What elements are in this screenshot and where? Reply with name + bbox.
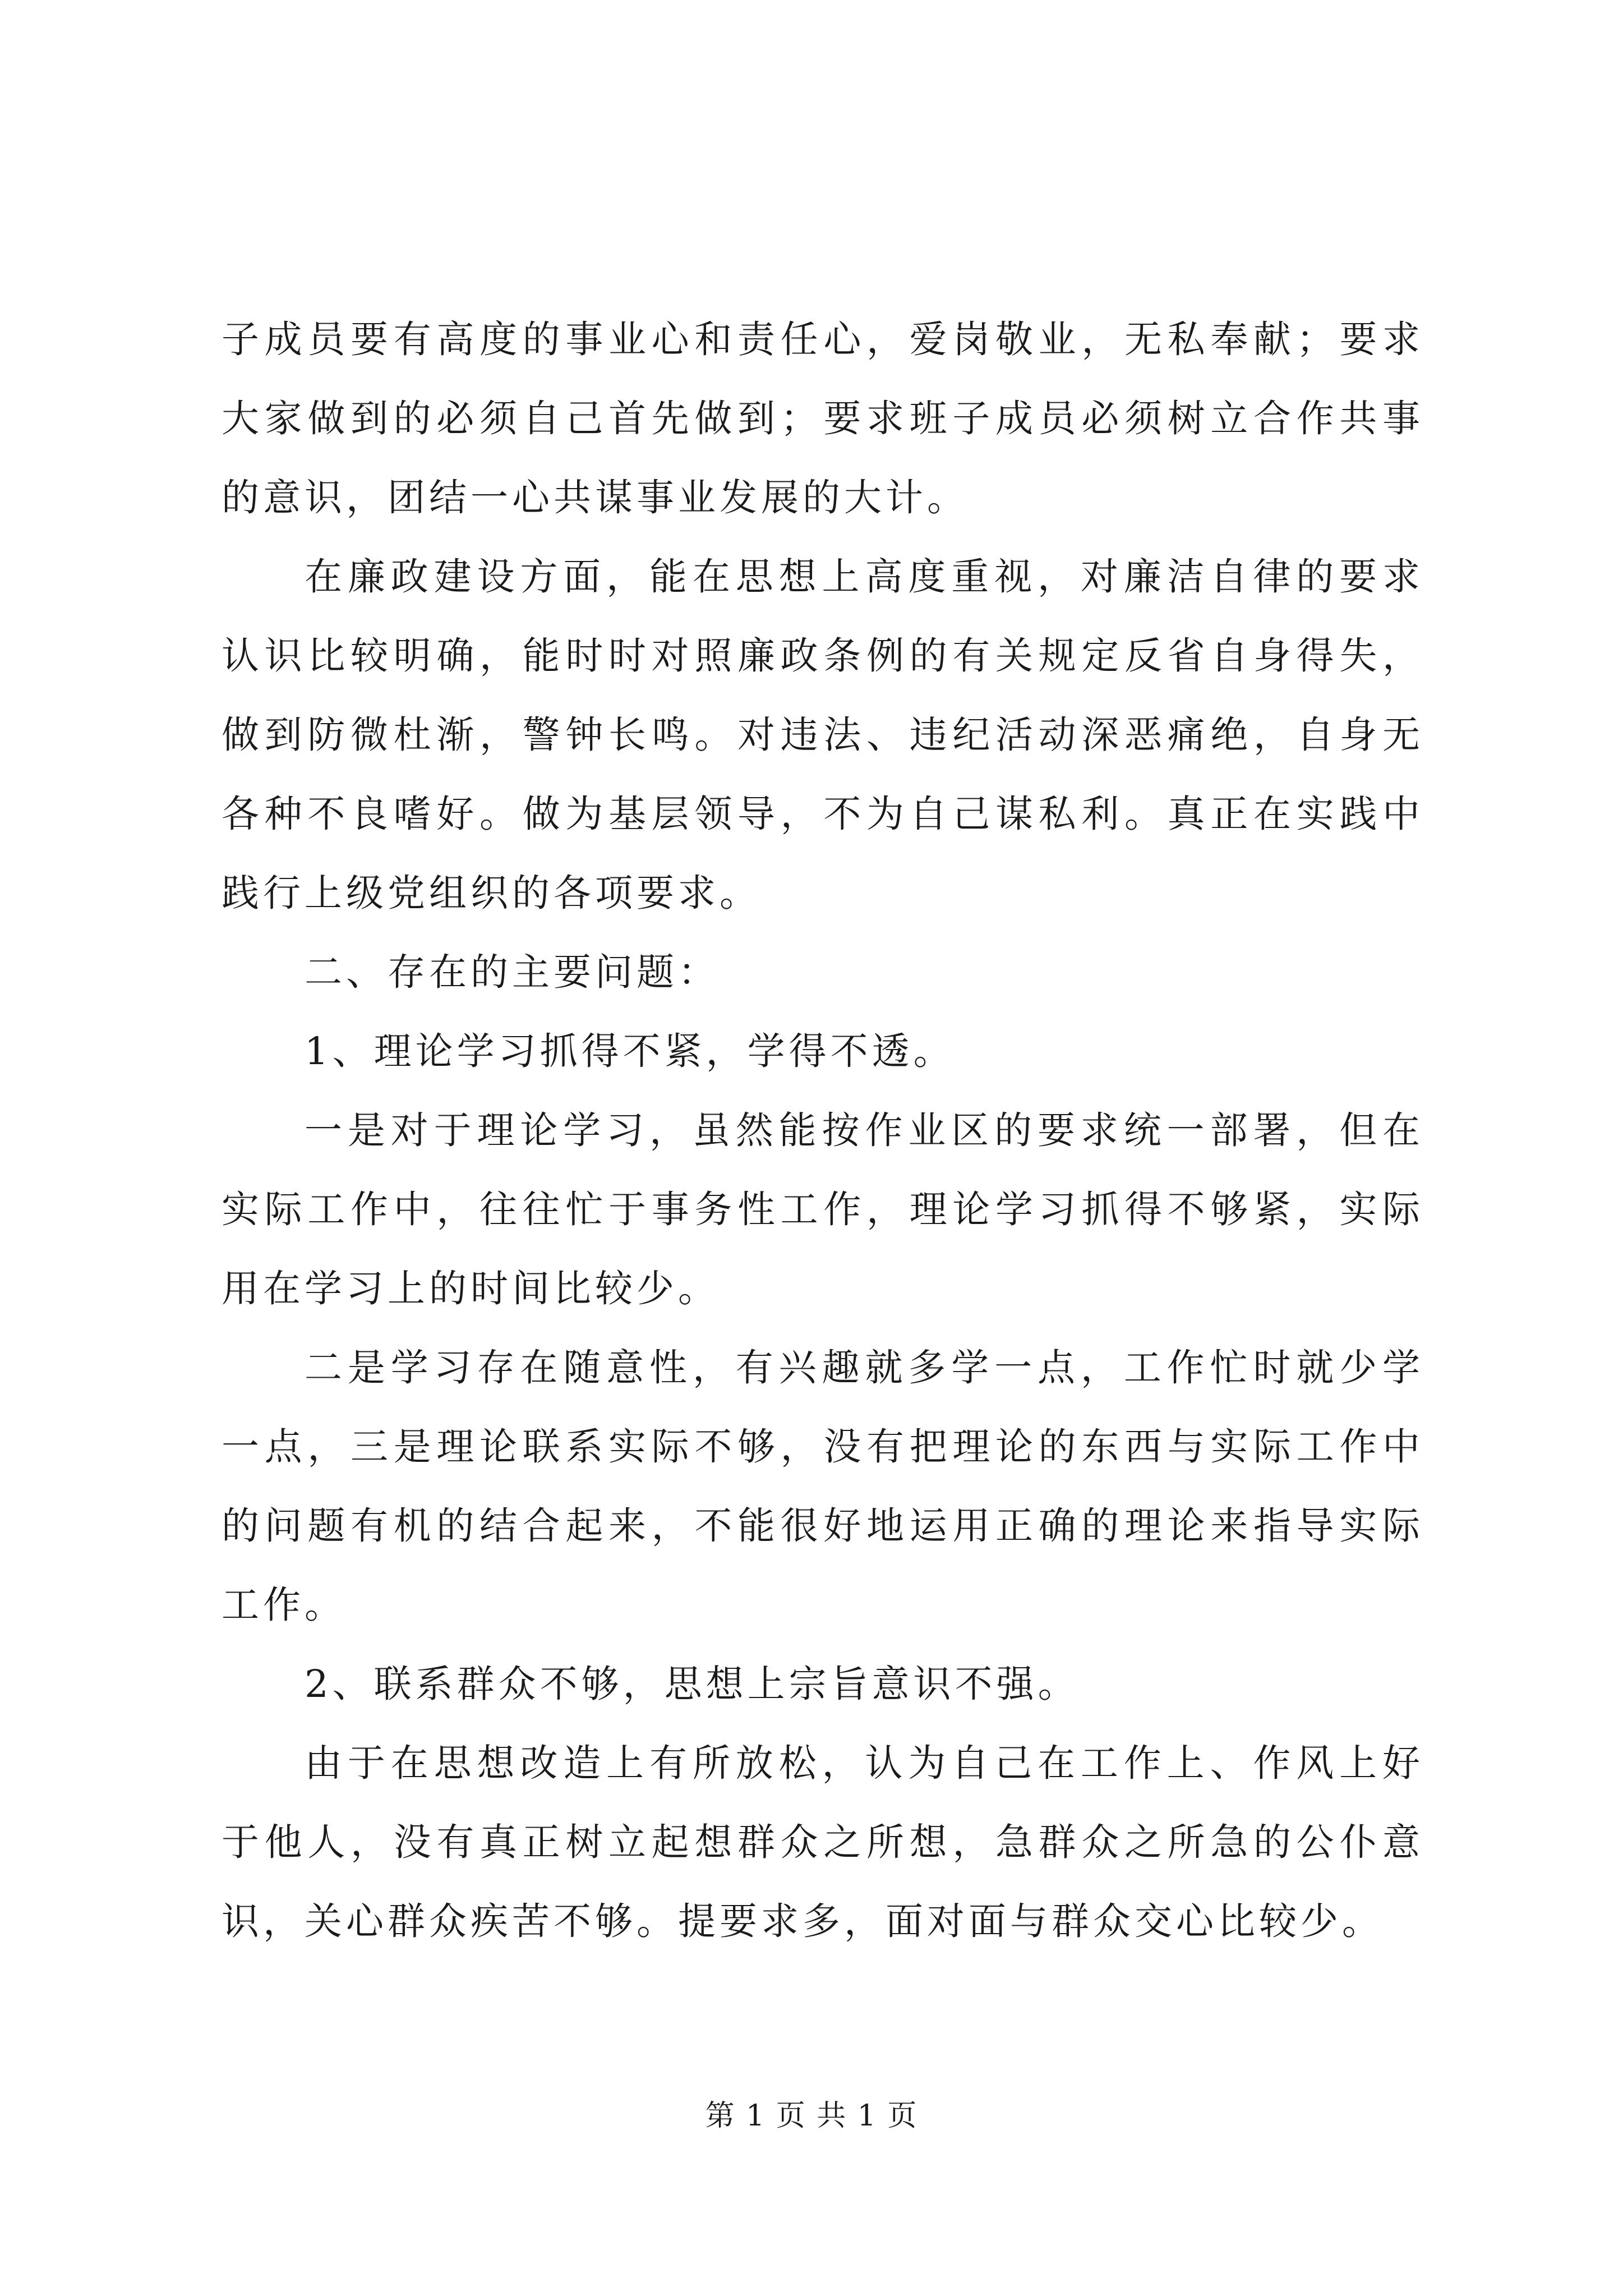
page-footer: 第 1 页 共 1 页: [705, 2099, 918, 2133]
section-heading-problems: 二、存在的主要问题：: [305, 950, 720, 994]
paragraph-theory-study-second: 二是学习存在随意性，有兴趣就多学一点，工作忙时就少学一点，三是理论联系实际不够，没有把理论的东西与实际工作中的问题有机的结合起来，不能很好地运用正确的理论来指导实际工作。: [222, 1346, 1424, 1627]
paragraph-integrity: 在廉政建设方面，能在思想上高度重视，对廉洁自律的要求认识比较明确，能时时对照廉政条例的有关规定反省自身得失，做到防微杜渐，警钟长鸣。对违法、违纪活动深恶痛绝，自身无各种不良嗜好。做为基层领导，不为自己谋私利。真正在实践中践行上级党组织的各项要求。: [222, 555, 1424, 915]
paragraph-theory-study-first: 一是对于理论学习，虽然能按作业区的要求统一部署，但在实际工作中，往往忙于事务性工作，理论学习抓得不够紧，实际用在学习上的时间比较少。: [222, 1108, 1424, 1310]
subheading-contact-masses: 2、联系群众不够，思想上宗旨意识不强。: [305, 1662, 1080, 1706]
paragraph-contact-masses: 由于在思想改造上有所放松，认为自己在工作上、作风上好于他人，没有真正树立起想群众之所想，急群众之所急的公仆意识，关心群众疾苦不够。提要求多，面对面与群众交心比较少。: [222, 1741, 1424, 1943]
subheading-theory-study: 1、理论学习抓得不紧，学得不透。: [305, 1029, 955, 1073]
document-body: [222, 300, 1424, 1961]
paragraph-leadership-continuation: 子成员要有高度的事业心和责任心，爱岗敬业，无私奉献；要求大家做到的必须自己首先做到；要求班子成员必须树立合作共事的意识，团结一心共谋事业发展的大计。: [222, 318, 1424, 519]
